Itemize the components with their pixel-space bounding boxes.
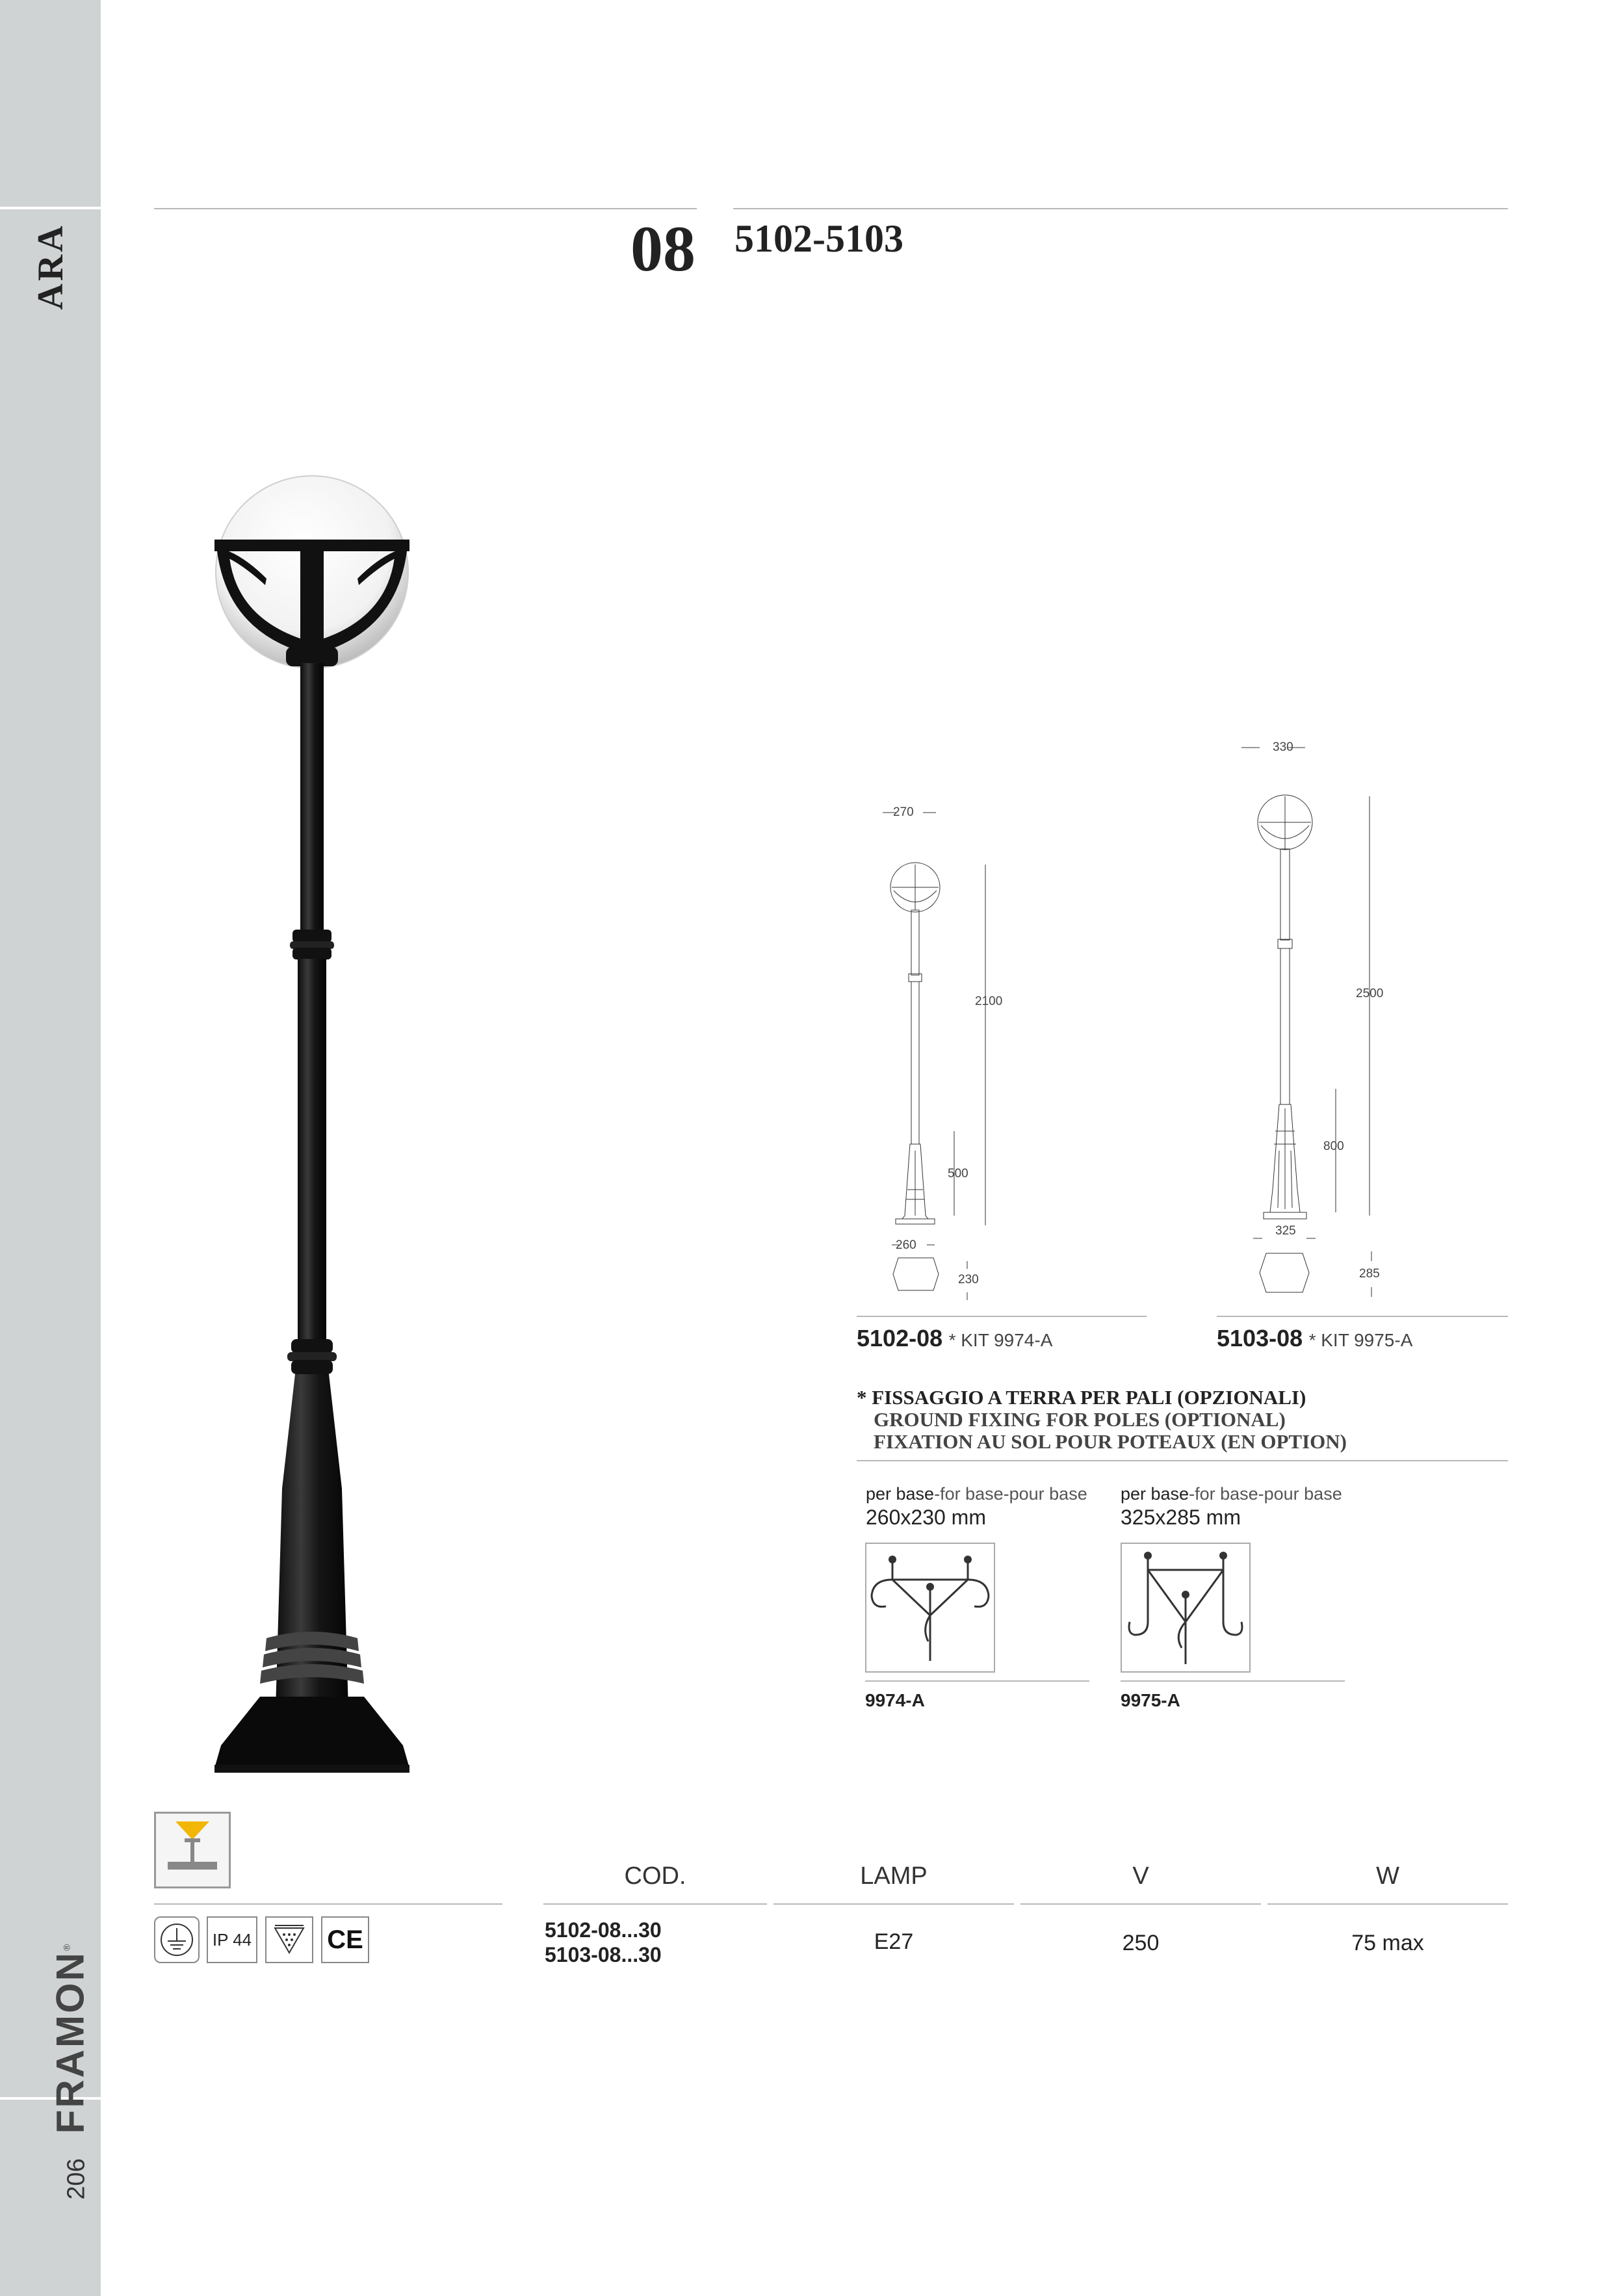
- column-header-lamp: LAMP: [860, 1862, 928, 1890]
- lamp-light-icon: [154, 1812, 231, 1888]
- kit-rule: [1121, 1680, 1345, 1682]
- fixing-rule: [857, 1460, 1508, 1461]
- table-rule: [543, 1903, 767, 1905]
- product-rule: [1217, 1316, 1508, 1317]
- product-codes-cell: [545, 1918, 662, 1967]
- dim-top-width: 270: [893, 805, 914, 819]
- column-header-code: COD.: [624, 1862, 686, 1890]
- sidebar-separator: [0, 207, 101, 209]
- base-size: 325x285 mm: [1121, 1506, 1241, 1529]
- per-base-label: per base: [866, 1484, 935, 1504]
- product-code: 5102-08: [857, 1325, 943, 1351]
- for-base-label: -for base-pour base: [1189, 1484, 1342, 1504]
- ground-anchor-icon: [866, 1544, 994, 1671]
- dim-top-width: 330: [1273, 740, 1293, 754]
- dim-base-depth: 230: [958, 1273, 979, 1286]
- dim-height: 2500: [1356, 987, 1384, 1000]
- product-title-5102: [857, 1325, 1052, 1352]
- product-code-row: 5102-08...30: [545, 1918, 662, 1942]
- product-kit: * KIT 9974-A: [948, 1330, 1053, 1350]
- product-rule: [857, 1316, 1147, 1317]
- fixing-line-fr: FIXATION AU SOL POUR POTEAUX (EN OPTION): [874, 1430, 1347, 1453]
- dim-base-height: 800: [1323, 1140, 1344, 1153]
- wattage-value: 75 max: [1351, 1931, 1424, 1955]
- earth-ground-icon: [154, 1916, 200, 1963]
- table-rule: [1267, 1903, 1508, 1905]
- fixing-line-en: GROUND FIXING FOR POLES (OPTIONAL): [874, 1408, 1286, 1431]
- for-base-label: -for base-pour base: [934, 1484, 1087, 1504]
- product-code: 5103-08: [1217, 1325, 1303, 1351]
- dim-base-depth: 285: [1359, 1267, 1380, 1281]
- product-title-5103: [1217, 1325, 1412, 1352]
- kit-number: 9975: [1121, 1690, 1162, 1710]
- kit-suffix: -A: [1161, 1690, 1180, 1710]
- lamp-post-photo: [188, 475, 435, 1778]
- lamp-drawing-5103: [1235, 735, 1430, 1307]
- kit-image-9974: [865, 1543, 995, 1673]
- fixing-line-it: * FISSAGGIO A TERRA PER PALI (OPZIONALI): [857, 1386, 1306, 1409]
- kit-rule: [865, 1680, 1089, 1682]
- ground-anchor-icon: [1122, 1544, 1249, 1671]
- dim-base-width: 260: [896, 1238, 916, 1252]
- dim-base-height: 500: [948, 1167, 968, 1181]
- kit-base-info-9974: [866, 1484, 1087, 1530]
- ip44-icon: IP 44: [207, 1916, 257, 1963]
- header-rule-right: [733, 208, 1508, 209]
- header-rule-left: [154, 208, 697, 209]
- variant-code: 08: [630, 213, 695, 285]
- kit-number: 9974: [865, 1690, 906, 1710]
- kit-code-9974: [865, 1687, 925, 1712]
- table-rule: [773, 1903, 1014, 1905]
- voltage-value: 250: [1122, 1931, 1160, 1955]
- base-size: 260x230 mm: [866, 1506, 986, 1529]
- fixing-note: [857, 1387, 1347, 1453]
- lamp-drawing-5102: [858, 800, 1040, 1307]
- column-header-wattage: W: [1376, 1862, 1399, 1890]
- collection-name: ARA: [31, 223, 71, 310]
- product-code-row: 5103-08...30: [545, 1943, 662, 1966]
- lamp-value: E27: [874, 1929, 914, 1954]
- table-rule: [154, 1903, 502, 1905]
- impact-icon: [265, 1916, 313, 1963]
- kit-code-9975: [1121, 1687, 1180, 1712]
- ce-mark-icon: CE: [321, 1916, 369, 1963]
- page-title: 5102-5103: [734, 217, 903, 260]
- column-header-voltage: V: [1132, 1862, 1149, 1890]
- kit-base-info-9975: [1121, 1484, 1342, 1530]
- per-base-label: per base: [1121, 1484, 1189, 1504]
- brand-registered-mark: ®: [61, 1942, 72, 1951]
- dim-base-width: 325: [1275, 1224, 1296, 1238]
- brand-name: FRAMON: [48, 1951, 92, 2134]
- kit-suffix: -A: [905, 1690, 925, 1710]
- product-kit: * KIT 9975-A: [1308, 1330, 1413, 1350]
- table-rule: [1020, 1903, 1261, 1905]
- brand-logo: [48, 1942, 93, 2134]
- page-number: 206: [62, 2158, 90, 2200]
- kit-image-9975: [1121, 1543, 1251, 1673]
- dim-height: 2100: [975, 995, 1003, 1008]
